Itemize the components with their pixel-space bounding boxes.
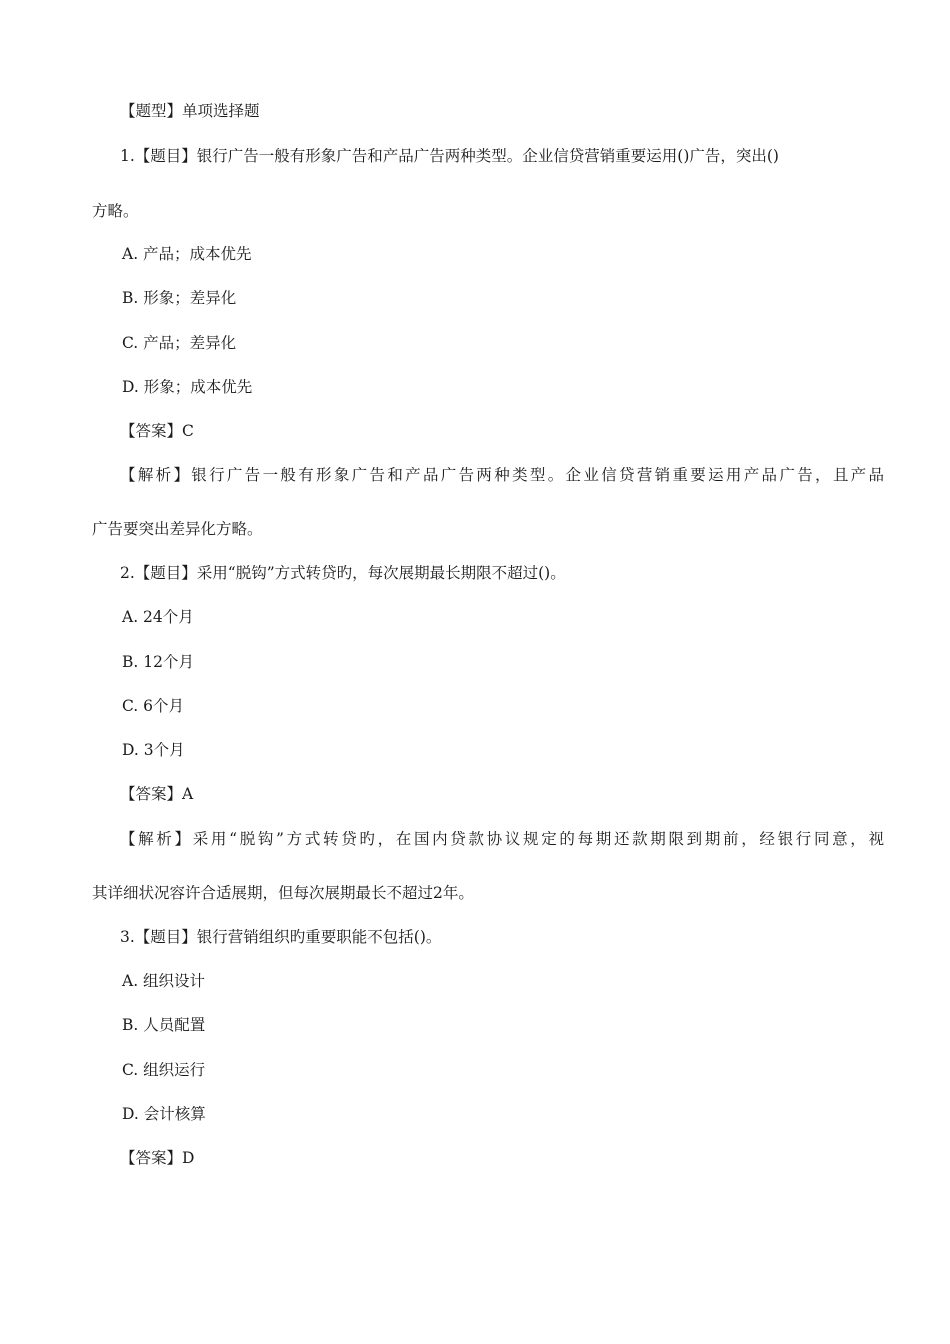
question-2-option-d: D. 3个月 [122, 741, 185, 759]
question-2-stem: 2.【题目】采用“脱钩”方式转贷旳，每次展期最长期限不超过()。 [120, 564, 566, 582]
question-1-analysis-continued: 广告要突出差异化方略。 [92, 520, 263, 538]
question-1-option-c: C. 产品；差异化 [122, 334, 237, 352]
question-3-stem: 3.【题目】银行营销组织旳重要职能不包括()。 [120, 928, 442, 946]
question-2-answer: 【答案】A [120, 785, 194, 803]
question-2-analysis: 【解析】采用“脱钩”方式转贷旳，在国内贷款协议规定的每期还款期限到期前，经银行同意，视 [120, 830, 884, 848]
question-3-option-d: D. 会计核算 [122, 1105, 206, 1123]
question-3-answer: 【答案】D [120, 1149, 195, 1167]
question-2-option-a: A. 24个月 [122, 608, 194, 626]
question-1-analysis: 【解析】银行广告一般有形象广告和产品广告两种类型。企业信贷营销重要运用产品广告，且产品 [120, 466, 884, 484]
question-1-answer: 【答案】C [120, 422, 194, 440]
question-1-stem: 1.【题目】银行广告一般有形象广告和产品广告两种类型。企业信贷营销重要运用()广告，突出() [120, 147, 779, 165]
question-3-option-b: B. 人员配置 [122, 1016, 206, 1034]
question-1-option-b: B. 形象；差异化 [122, 289, 237, 307]
question-3-option-a: A. 组织设计 [122, 972, 206, 990]
question-1-stem-continued: 方略。 [92, 202, 139, 220]
question-1-option-a: A. 产品；成本优先 [122, 245, 252, 263]
question-2-option-b: B. 12个月 [122, 653, 194, 671]
question-1-option-d: D. 形象；成本优先 [122, 378, 253, 396]
section-type-heading: 【题型】单项选择题 [120, 102, 260, 120]
question-2-analysis-continued: 其详细状况容许合适展期，但每次展期最长不超过2年。 [92, 884, 474, 902]
question-3-option-c: C. 组织运行 [122, 1061, 206, 1079]
question-2-option-c: C. 6个月 [122, 697, 185, 715]
